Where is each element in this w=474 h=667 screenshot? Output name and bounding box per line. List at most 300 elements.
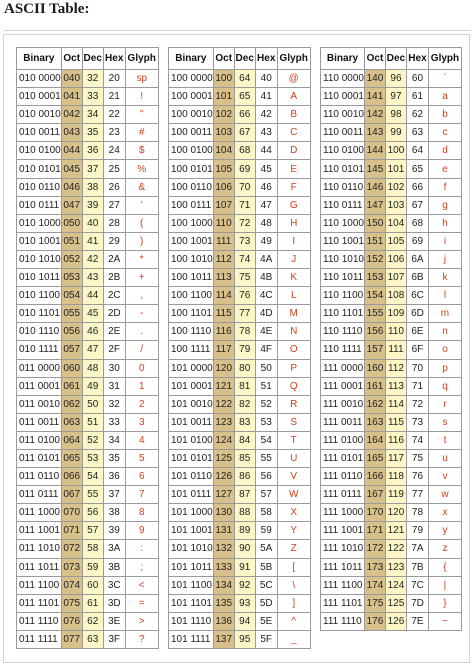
binary-cell: 100 1011 xyxy=(169,269,214,287)
hex-cell: 58 xyxy=(255,504,277,522)
hex-cell: 6F xyxy=(406,341,428,359)
table-row xyxy=(17,558,159,576)
oct-cell: 163 xyxy=(364,413,385,431)
oct-cell: 120 xyxy=(213,359,234,377)
dec-cell: 104 xyxy=(385,214,406,232)
table-row xyxy=(321,142,462,160)
binary-cell: 100 0010 xyxy=(169,106,214,124)
binary-cell: 011 0100 xyxy=(17,431,62,449)
dec-cell: 69 xyxy=(234,160,255,178)
hex-cell: 60 xyxy=(406,70,428,88)
dec-cell: 52 xyxy=(82,431,103,449)
glyph-cell: t xyxy=(428,431,461,449)
oct-cell: 122 xyxy=(213,395,234,413)
dec-cell: 106 xyxy=(385,250,406,268)
oct-cell: 077 xyxy=(61,630,82,648)
hex-cell: 45 xyxy=(255,160,277,178)
col-header-dec: Dec xyxy=(385,48,406,70)
binary-cell: 110 0011 xyxy=(321,124,365,142)
oct-cell: 153 xyxy=(364,269,385,287)
glyph-cell: n xyxy=(428,323,461,341)
glyph-cell: s xyxy=(428,413,461,431)
binary-cell: 011 1100 xyxy=(17,576,62,594)
oct-cell: 103 xyxy=(213,124,234,142)
binary-cell: 110 1101 xyxy=(321,305,365,323)
binary-cell: 110 1010 xyxy=(321,250,365,268)
oct-cell: 160 xyxy=(364,359,385,377)
oct-cell: 175 xyxy=(364,594,385,612)
dec-cell: 33 xyxy=(82,88,103,106)
dec-cell: 62 xyxy=(82,612,103,630)
oct-cell: 142 xyxy=(364,106,385,124)
dec-cell: 100 xyxy=(385,142,406,160)
dec-cell: 99 xyxy=(385,124,406,142)
col-header-hex: Hex xyxy=(103,48,125,70)
hex-cell: 79 xyxy=(406,522,428,540)
table-row xyxy=(17,106,159,124)
dec-cell: 35 xyxy=(82,124,103,142)
table-row xyxy=(321,124,462,142)
oct-cell: 136 xyxy=(213,612,234,630)
hex-cell: 5B xyxy=(255,558,277,576)
dec-cell: 92 xyxy=(234,576,255,594)
glyph-cell: e xyxy=(428,160,461,178)
table-row xyxy=(17,142,159,160)
table-row xyxy=(17,431,159,449)
glyph-cell: 4 xyxy=(125,431,158,449)
table-row xyxy=(17,413,159,431)
glyph-cell: N xyxy=(277,323,310,341)
glyph-cell: V xyxy=(277,468,310,486)
binary-cell: 101 1111 xyxy=(169,630,214,648)
binary-cell: 110 0110 xyxy=(321,178,365,196)
hex-cell: 41 xyxy=(255,88,277,106)
glyph-cell: g xyxy=(428,196,461,214)
hex-cell: 3B xyxy=(103,558,125,576)
glyph-cell: sp xyxy=(125,70,158,88)
glyph-cell: G xyxy=(277,196,310,214)
table-row xyxy=(169,178,311,196)
glyph-cell: q xyxy=(428,377,461,395)
glyph-cell: / xyxy=(125,341,158,359)
binary-cell: 101 0101 xyxy=(169,449,214,467)
oct-cell: 054 xyxy=(61,287,82,305)
glyph-cell: u xyxy=(428,449,461,467)
dec-cell: 74 xyxy=(234,250,255,268)
hex-cell: 2D xyxy=(103,305,125,323)
hex-cell: 35 xyxy=(103,449,125,467)
dec-cell: 57 xyxy=(82,522,103,540)
table-row xyxy=(17,341,159,359)
binary-cell: 101 0000 xyxy=(169,359,214,377)
oct-cell: 067 xyxy=(61,486,82,504)
table-row xyxy=(169,142,311,160)
hex-cell: 44 xyxy=(255,142,277,160)
table-row xyxy=(169,413,311,431)
table-row xyxy=(169,196,311,214)
binary-cell: 101 0111 xyxy=(169,486,214,504)
table-row xyxy=(17,214,159,232)
glyph-cell: \ xyxy=(277,576,310,594)
table-row xyxy=(169,88,311,106)
dec-cell: 53 xyxy=(82,449,103,467)
oct-cell: 052 xyxy=(61,250,82,268)
glyph-cell: B xyxy=(277,106,310,124)
binary-cell: 111 1000 xyxy=(321,504,365,522)
col-header-glyph: Glyph xyxy=(277,48,310,70)
table-row xyxy=(169,522,311,540)
ascii-table-3 xyxy=(320,47,462,631)
dec-cell: 83 xyxy=(234,413,255,431)
binary-cell: 100 0110 xyxy=(169,178,214,196)
binary-cell: 100 0101 xyxy=(169,160,214,178)
glyph-cell: D xyxy=(277,142,310,160)
binary-cell: 010 1010 xyxy=(17,250,62,268)
dec-cell: 87 xyxy=(234,486,255,504)
hex-cell: 7E xyxy=(406,612,428,630)
binary-cell: 010 0110 xyxy=(17,178,62,196)
dec-cell: 121 xyxy=(385,522,406,540)
hex-cell: 2F xyxy=(103,341,125,359)
glyph-cell: z xyxy=(428,540,461,558)
hex-cell: 69 xyxy=(406,232,428,250)
binary-cell: 100 0011 xyxy=(169,124,214,142)
table-row xyxy=(17,305,159,323)
oct-cell: 070 xyxy=(61,504,82,522)
oct-cell: 124 xyxy=(213,431,234,449)
table-row xyxy=(321,70,462,88)
binary-cell: 111 0011 xyxy=(321,413,365,431)
table-row xyxy=(169,359,311,377)
hex-cell: 5F xyxy=(255,630,277,648)
table-row xyxy=(169,594,311,612)
dec-cell: 108 xyxy=(385,287,406,305)
hex-cell: 5C xyxy=(255,576,277,594)
table-row xyxy=(169,377,311,395)
oct-cell: 117 xyxy=(213,341,234,359)
oct-cell: 041 xyxy=(61,88,82,106)
hex-cell: 3F xyxy=(103,630,125,648)
binary-cell: 111 1001 xyxy=(321,522,365,540)
glyph-cell: _ xyxy=(277,630,310,648)
hex-cell: 31 xyxy=(103,377,125,395)
oct-cell: 116 xyxy=(213,323,234,341)
hex-cell: 4C xyxy=(255,287,277,305)
dec-cell: 60 xyxy=(82,576,103,594)
glyph-cell: W xyxy=(277,486,310,504)
hex-cell: 78 xyxy=(406,504,428,522)
table-row xyxy=(169,431,311,449)
dec-cell: 109 xyxy=(385,305,406,323)
binary-cell: 011 0010 xyxy=(17,395,62,413)
glyph-cell: @ xyxy=(277,70,310,88)
hex-cell: 70 xyxy=(406,359,428,377)
oct-cell: 167 xyxy=(364,486,385,504)
col-header-hex: Hex xyxy=(406,48,428,70)
dec-cell: 96 xyxy=(385,70,406,88)
hex-cell: 5E xyxy=(255,612,277,630)
dec-cell: 68 xyxy=(234,142,255,160)
binary-cell: 011 1011 xyxy=(17,558,62,576)
binary-cell: 100 1000 xyxy=(169,214,214,232)
glyph-cell: d xyxy=(428,142,461,160)
binary-cell: 011 1000 xyxy=(17,504,62,522)
binary-cell: 010 1001 xyxy=(17,232,62,250)
table-row xyxy=(321,449,462,467)
table-row xyxy=(321,341,462,359)
oct-cell: 053 xyxy=(61,269,82,287)
binary-cell: 101 1000 xyxy=(169,504,214,522)
binary-cell: 101 0011 xyxy=(169,413,214,431)
table-row xyxy=(169,250,311,268)
oct-cell: 156 xyxy=(364,323,385,341)
glyph-cell: O xyxy=(277,341,310,359)
binary-cell: 111 0101 xyxy=(321,449,365,467)
oct-cell: 064 xyxy=(61,431,82,449)
table-row xyxy=(169,504,311,522)
table-row xyxy=(17,88,159,106)
dec-cell: 97 xyxy=(385,88,406,106)
binary-cell: 110 0101 xyxy=(321,160,365,178)
glyph-cell: ] xyxy=(277,594,310,612)
binary-cell: 101 1110 xyxy=(169,612,214,630)
glyph-cell: a xyxy=(428,88,461,106)
table-row xyxy=(17,178,159,196)
oct-cell: 165 xyxy=(364,449,385,467)
glyph-cell: = xyxy=(125,594,158,612)
dec-cell: 101 xyxy=(385,160,406,178)
binary-cell: 111 0111 xyxy=(321,486,365,504)
dec-cell: 115 xyxy=(385,413,406,431)
hex-cell: 6E xyxy=(406,323,428,341)
hex-cell: 76 xyxy=(406,468,428,486)
glyph-cell: r xyxy=(428,395,461,413)
col-header-binary: Binary xyxy=(17,48,62,70)
col-header-oct: Oct xyxy=(61,48,82,70)
hex-cell: 32 xyxy=(103,395,125,413)
glyph-cell: j xyxy=(428,250,461,268)
binary-cell: 101 1101 xyxy=(169,594,214,612)
binary-cell: 101 1001 xyxy=(169,522,214,540)
oct-cell: 172 xyxy=(364,540,385,558)
hex-cell: 2E xyxy=(103,323,125,341)
glyph-cell: { xyxy=(428,558,461,576)
hex-cell: 7C xyxy=(406,576,428,594)
table-row xyxy=(321,106,462,124)
oct-cell: 050 xyxy=(61,214,82,232)
table-row xyxy=(169,576,311,594)
glyph-cell: ; xyxy=(125,558,158,576)
oct-cell: 043 xyxy=(61,124,82,142)
dec-cell: 58 xyxy=(82,540,103,558)
table-row xyxy=(321,540,462,558)
binary-cell: 111 0010 xyxy=(321,395,365,413)
binary-cell: 111 1010 xyxy=(321,540,365,558)
dec-cell: 84 xyxy=(234,431,255,449)
glyph-cell: m xyxy=(428,305,461,323)
oct-cell: 074 xyxy=(61,576,82,594)
table-row xyxy=(321,431,462,449)
hex-cell: 21 xyxy=(103,88,125,106)
table-row xyxy=(17,250,159,268)
oct-cell: 110 xyxy=(213,214,234,232)
binary-cell: 010 1100 xyxy=(17,287,62,305)
glyph-cell: 3 xyxy=(125,413,158,431)
col-header-dec: Dec xyxy=(234,48,255,70)
oct-cell: 144 xyxy=(364,142,385,160)
table-row xyxy=(17,540,159,558)
binary-cell: 111 0001 xyxy=(321,377,365,395)
hex-cell: 2A xyxy=(103,250,125,268)
table-row xyxy=(17,576,159,594)
table-row xyxy=(169,232,311,250)
hex-cell: 27 xyxy=(103,196,125,214)
dec-cell: 91 xyxy=(234,558,255,576)
glyph-cell: E xyxy=(277,160,310,178)
glyph-cell: 6 xyxy=(125,468,158,486)
hex-cell: 25 xyxy=(103,160,125,178)
oct-cell: 046 xyxy=(61,178,82,196)
col-header-binary: Binary xyxy=(321,48,365,70)
oct-cell: 140 xyxy=(364,70,385,88)
oct-cell: 112 xyxy=(213,250,234,268)
table-row xyxy=(169,341,311,359)
oct-cell: 132 xyxy=(213,540,234,558)
table-row xyxy=(321,88,462,106)
hex-cell: 62 xyxy=(406,106,428,124)
dec-cell: 72 xyxy=(234,214,255,232)
hex-cell: 54 xyxy=(255,431,277,449)
binary-cell: 010 1000 xyxy=(17,214,62,232)
dec-cell: 56 xyxy=(82,504,103,522)
dec-cell: 34 xyxy=(82,106,103,124)
binary-cell: 110 1000 xyxy=(321,214,365,232)
hex-cell: 4E xyxy=(255,323,277,341)
col-header-oct: Oct xyxy=(213,48,234,70)
table-row xyxy=(17,323,159,341)
oct-cell: 062 xyxy=(61,395,82,413)
oct-cell: 173 xyxy=(364,558,385,576)
hex-cell: 67 xyxy=(406,196,428,214)
dec-cell: 48 xyxy=(82,359,103,377)
hex-cell: 55 xyxy=(255,449,277,467)
glyph-cell: 8 xyxy=(125,504,158,522)
hex-cell: 38 xyxy=(103,504,125,522)
table-row xyxy=(169,395,311,413)
glyph-cell: : xyxy=(125,540,158,558)
dec-cell: 81 xyxy=(234,377,255,395)
glyph-cell: 5 xyxy=(125,449,158,467)
hex-cell: 7B xyxy=(406,558,428,576)
ascii-table-1 xyxy=(16,47,159,649)
binary-cell: 011 1010 xyxy=(17,540,62,558)
binary-cell: 011 1101 xyxy=(17,594,62,612)
table-row xyxy=(17,359,159,377)
oct-cell: 057 xyxy=(61,341,82,359)
oct-cell: 102 xyxy=(213,106,234,124)
binary-cell: 011 1111 xyxy=(17,630,62,648)
glyph-cell: A xyxy=(277,88,310,106)
table-row xyxy=(169,214,311,232)
binary-cell: 010 0011 xyxy=(17,124,62,142)
oct-cell: 114 xyxy=(213,287,234,305)
hex-cell: 30 xyxy=(103,359,125,377)
hex-cell: 4B xyxy=(255,269,277,287)
table-row xyxy=(321,250,462,268)
binary-cell: 011 0111 xyxy=(17,486,62,504)
hex-cell: 72 xyxy=(406,395,428,413)
oct-cell: 154 xyxy=(364,287,385,305)
oct-cell: 146 xyxy=(364,178,385,196)
table-row xyxy=(321,232,462,250)
oct-cell: 061 xyxy=(61,377,82,395)
table-row xyxy=(321,196,462,214)
oct-cell: 174 xyxy=(364,576,385,594)
oct-cell: 115 xyxy=(213,305,234,323)
hex-cell: 6A xyxy=(406,250,428,268)
hex-cell: 2C xyxy=(103,287,125,305)
glyph-cell: > xyxy=(125,612,158,630)
dec-cell: 73 xyxy=(234,232,255,250)
oct-cell: 065 xyxy=(61,449,82,467)
table-row xyxy=(169,160,311,178)
dec-cell: 75 xyxy=(234,269,255,287)
oct-cell: 127 xyxy=(213,486,234,504)
dec-cell: 120 xyxy=(385,504,406,522)
glyph-cell: | xyxy=(428,576,461,594)
glyph-cell: h xyxy=(428,214,461,232)
binary-cell: 010 0000 xyxy=(17,70,62,88)
hex-cell: 66 xyxy=(406,178,428,196)
hex-cell: 28 xyxy=(103,214,125,232)
binary-cell: 110 1100 xyxy=(321,287,365,305)
binary-cell: 100 1110 xyxy=(169,323,214,341)
hex-cell: 71 xyxy=(406,377,428,395)
dec-cell: 112 xyxy=(385,359,406,377)
dec-cell: 32 xyxy=(82,70,103,88)
hex-cell: 5A xyxy=(255,540,277,558)
glyph-cell: F xyxy=(277,178,310,196)
glyph-cell: ? xyxy=(125,630,158,648)
binary-cell: 100 1010 xyxy=(169,250,214,268)
table-row xyxy=(321,269,462,287)
binary-cell: 011 0000 xyxy=(17,359,62,377)
hex-cell: 74 xyxy=(406,431,428,449)
binary-cell: 100 0001 xyxy=(169,88,214,106)
hex-cell: 56 xyxy=(255,468,277,486)
oct-cell: 135 xyxy=(213,594,234,612)
table-row xyxy=(321,576,462,594)
hex-cell: 63 xyxy=(406,124,428,142)
table-row xyxy=(321,486,462,504)
dec-cell: 122 xyxy=(385,540,406,558)
oct-cell: 123 xyxy=(213,413,234,431)
col-header-dec: Dec xyxy=(82,48,103,70)
table-row xyxy=(169,124,311,142)
table-row xyxy=(17,287,159,305)
dec-cell: 123 xyxy=(385,558,406,576)
glyph-cell: + xyxy=(125,269,158,287)
binary-cell: 111 1101 xyxy=(321,594,365,612)
binary-cell: 110 0111 xyxy=(321,196,365,214)
dec-cell: 42 xyxy=(82,250,103,268)
oct-cell: 076 xyxy=(61,612,82,630)
table-row xyxy=(321,594,462,612)
hex-cell: 37 xyxy=(103,486,125,504)
binary-cell: 110 0010 xyxy=(321,106,365,124)
dec-cell: 43 xyxy=(82,269,103,287)
hex-cell: 75 xyxy=(406,449,428,467)
